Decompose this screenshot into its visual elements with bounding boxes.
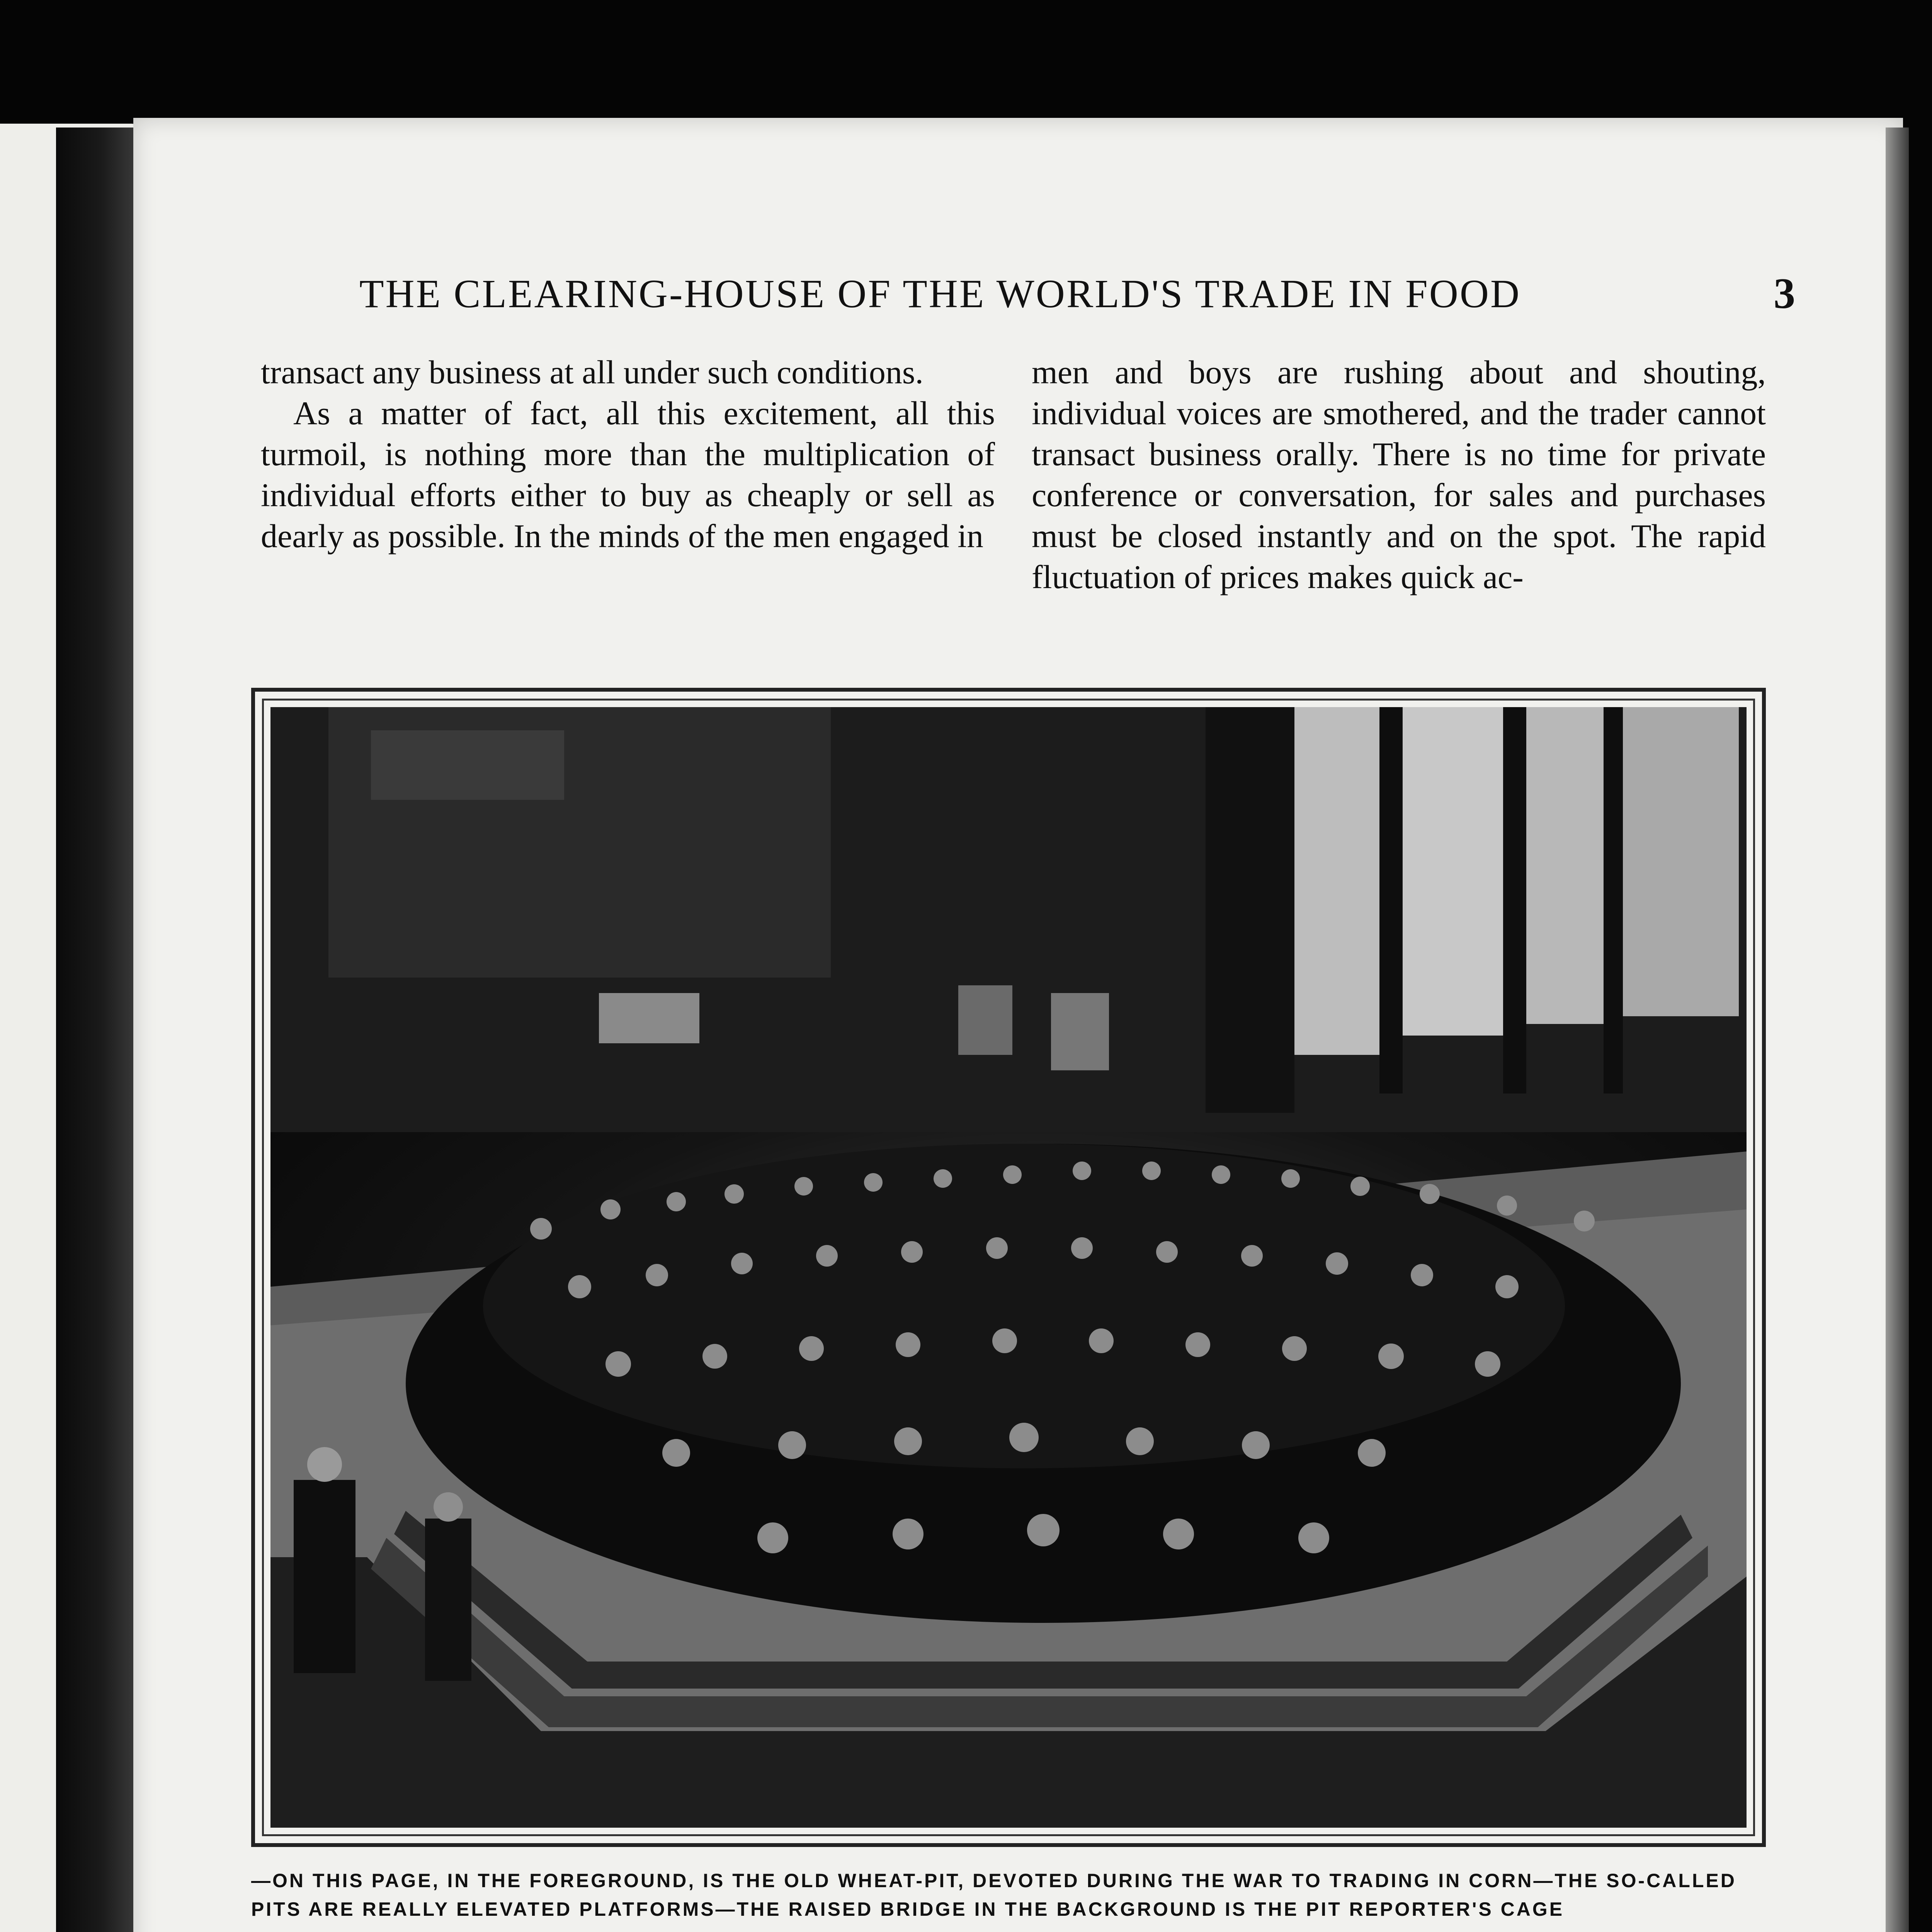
paragraph: transact any business at all under such conditions. bbox=[261, 354, 923, 391]
top-left-column bbox=[261, 352, 995, 556]
running-head bbox=[359, 270, 1797, 317]
paragraph: men and boys are rushing about and shouting, individual voices are smothered, and the trader cannot transact business orally. There is no time for private conference or conversation, for sales and purchases must be closed instantly and on the spot. The rapid fluctuation of prices makes quick ac- bbox=[1032, 354, 1766, 595]
page-gutter-shadow bbox=[56, 128, 137, 1932]
photo-illustration bbox=[270, 707, 1747, 1828]
paragraph: As a matter of fact, all this excitement, all this turmoil, is nothing more than the multiplication of individual efforts either to buy as cheaply or sell as dearly as possible. In the minds of the men engaged in bbox=[261, 395, 995, 554]
top-right-column bbox=[1032, 352, 1766, 597]
page-number: 3 bbox=[1774, 269, 1797, 318]
wheat-pit-photograph bbox=[270, 707, 1747, 1828]
photo-caption: —ON THIS PAGE, IN THE FOREGROUND, IS THE OLD WHEAT-PIT, DEVOTED DURING THE WAR TO TRADING IN CORN—THE SO-CALLED PITS ARE REALLY ELEVATED PLATFORMS—THE RAISED BRIDGE IN THE BACKGROUND IS THE PIT REPORTER'S CAGE bbox=[251, 1870, 1736, 1920]
running-title: THE CLEARING-HOUSE OF THE WORLD'S TRADE IN FOOD bbox=[359, 271, 1521, 316]
page-right-edge bbox=[1886, 128, 1909, 1932]
